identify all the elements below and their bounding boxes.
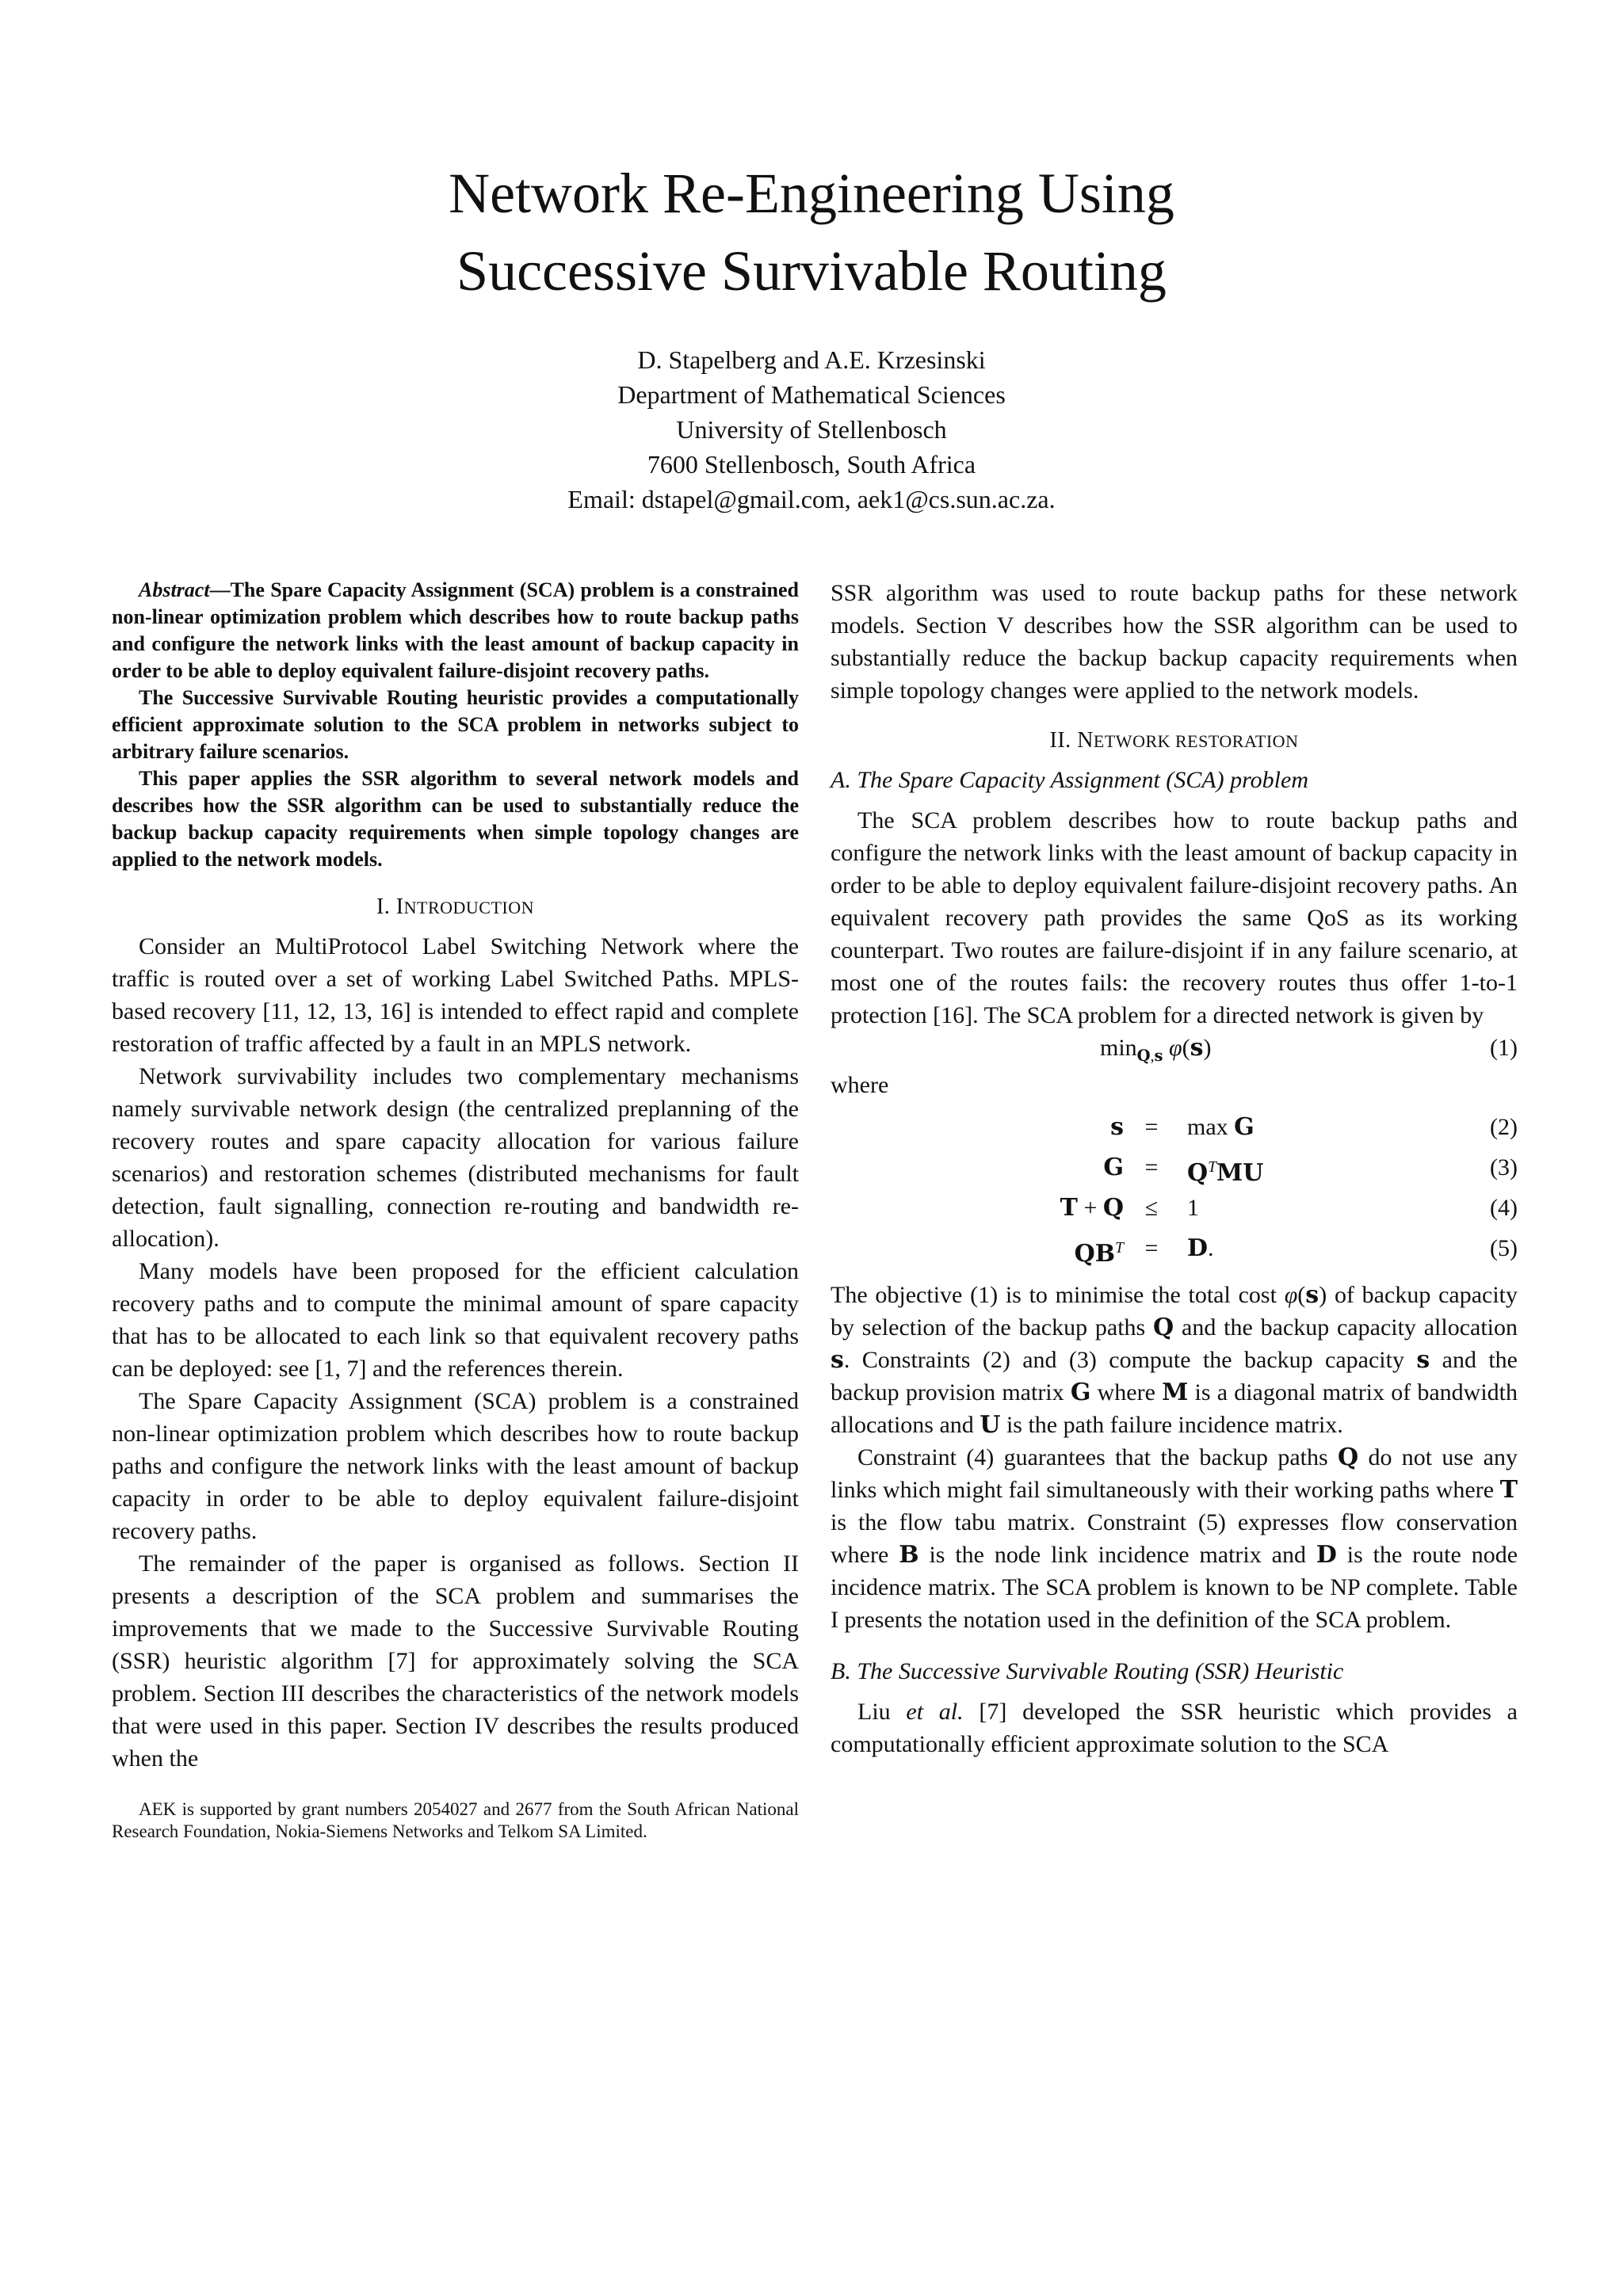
abstract-paragraph-1: Abstract—The Spare Capacity Assignment (SCA) problem is a constrained non-linear optimization problem which describes how to route backup paths and configure the network links with the least amount of backup capacity in order to be able to deploy equivalent failure-disjoint recovery paths. (112, 578, 799, 682)
right-paragraph-0: SSR algorithm was used to route backup paths for these network models. Section V describes how the SSR algorithm can be used to substantially reduce the backup backup capacity requirements when simple topology changes were applied to the network models. (831, 580, 1518, 704)
title-line-1: Network Re-Engineering Using (449, 162, 1174, 225)
abstract-paragraph-2: The Successive Survivable Routing heuristic provides a computationally efficient approximate solution to the SCA problem in networks subject to arbitrary failure scenarios. (112, 686, 799, 763)
intro-paragraph-3: Many models have been proposed for the efficient calculation recovery paths and to compute the minimal amount of spare capacity that has to be allocated to each link so that equivalent recovery paths can be deployed: see [1, 7] and the references therein. (112, 1258, 799, 1382)
author-names: D. Stapelberg and A.E. Krzesinski (637, 345, 986, 374)
equation-2-number: (2) (1490, 1114, 1518, 1140)
sca-paragraph-1: The SCA problem describes how to route backup paths and configure the network links with the least amount of backup capacity in order to be able to deploy equivalent failure-disjoint recovery paths. An equivalent recovery path provides the same QoS as its working counterpart. Two routes are failure-disjoint if in any failure scenario, at most one of the routes fails: the recovery routes thus offer 1-to-1 protection [16]. The SCA problem for a directed network is given by (831, 807, 1518, 1028)
abstract-paragraph-3: This paper applies the SSR algorithm to several network models and describes how the SSR algorithm can be used to substantially reduce the backup backup capacity requirements when simple topology changes are applied to the network models. (112, 767, 799, 871)
equation-1 (831, 1032, 1518, 1064)
equation-2: s = max G (2) (831, 1111, 1518, 1143)
equation-5-number: (5) (1490, 1235, 1518, 1261)
footnote: AEK is supported by grant numbers 2054027 and 2677 from the South African National Research Foundation, Nokia-Siemens Networks and Telkom SA Limited. (112, 1799, 799, 1841)
section-heading-network-restoration: II. NETWORK RESTORATION (1049, 728, 1299, 753)
left-column (112, 577, 799, 1843)
equation-3: G = $Q^TMU$ (3) (831, 1151, 1518, 1184)
equation-3-number: (3) (1490, 1154, 1518, 1180)
author-block (0, 342, 1623, 517)
paper-title (0, 154, 1623, 310)
equation-1-number: (1) (1490, 1035, 1518, 1061)
subsection-heading-b: B. The Successive Survivable Routing (SSR) Heuristic (831, 1658, 1344, 1684)
subsection-heading-a: A. The Spare Capacity Assignment (SCA) problem (831, 767, 1308, 793)
equation-4: T + Q ≤ 1 (4) (831, 1192, 1518, 1224)
author-email: Email: dstapel@gmail.com, aek1@cs.sun.ac.za. (567, 485, 1056, 513)
section-heading-introduction: I. INTRODUCTION (376, 894, 535, 919)
where-label: where (831, 1072, 889, 1098)
abstract (112, 577, 799, 873)
intro-paragraph-2: Network survivability includes two complementary mechanisms namely survivable network design (the centralized preplanning of the recovery routes and spare capacity allocation for various failure scenarios) and restoration schemes (distributed mechanisms for fault detection, fault signalling, connection re-routing and bandwidth re-allocation). (112, 1063, 799, 1252)
abstract-lead: Abstract (139, 578, 210, 601)
right-column (831, 577, 1518, 1760)
intro-paragraph-1: Consider an MultiProtocol Label Switching Network where the traffic is routed over a set of working Label Switched Paths. MPLS-based recovery [11, 12, 13, 16] is intended to effect rapid and complete restoration of traffic affected by a fault in an MPLS network. (112, 933, 799, 1057)
intro-paragraph-5: The remainder of the paper is organised as follows. Section II presents a description of the SCA problem and summarises the improvements that we made to the Successive Survivable Routing (SSR) heuristic algorithm [7] for approximately solving the SCA problem. Section III describes the characteristics of the network models that were used in this paper. Section IV describes the results produced when the (112, 1550, 799, 1772)
equation-5: $QB^T$ = D. (5) (831, 1232, 1518, 1264)
author-department: Department of Mathematical Sciences (617, 380, 1006, 409)
sca-paragraph-3: Constraint (4) guarantees that the backup paths Q do not use any links which might fail simultaneously with their working paths where T is the flow tabu matrix. Constraint (5) expresses flow conservation where B is the node link incidence matrix and D is the route node incidence matrix. The SCA problem is known to be NP complete. Table I presents the notation used in the definition of the SCA problem. (831, 1444, 1518, 1633)
sca-paragraph-2: The objective (1) is to minimise the total cost φ(s) of backup capacity by selection of the backup paths Q and the backup capacity allocation s. Constraints (2) and (3) compute the backup capacity s and the backup provision matrix G where M is a diagonal matrix of bandwidth allocations and U is the path failure incidence matrix. (831, 1281, 1518, 1439)
intro-paragraph-4: The Spare Capacity Assignment (SCA) problem is a constrained non-linear optimization problem which describes how to route backup paths and configure the network links with the least amount of backup capacity in order to be able to deploy equivalent failure-disjoint recovery paths. (112, 1388, 799, 1544)
author-university: University of Stellenbosch (676, 415, 947, 444)
ssr-paragraph-1: Liu et al. [7] developed the SSR heuristic which provides a computationally efficient approximate solution to the SCA (831, 1699, 1518, 1757)
equation-4-number: (4) (1490, 1195, 1518, 1221)
author-address: 7600 Stellenbosch, South Africa (647, 450, 976, 479)
title-line-2: Successive Survivable Routing (456, 239, 1167, 303)
equation-1-body: $\min_{Q,s} \varphi(s)$ (1100, 1034, 1212, 1065)
